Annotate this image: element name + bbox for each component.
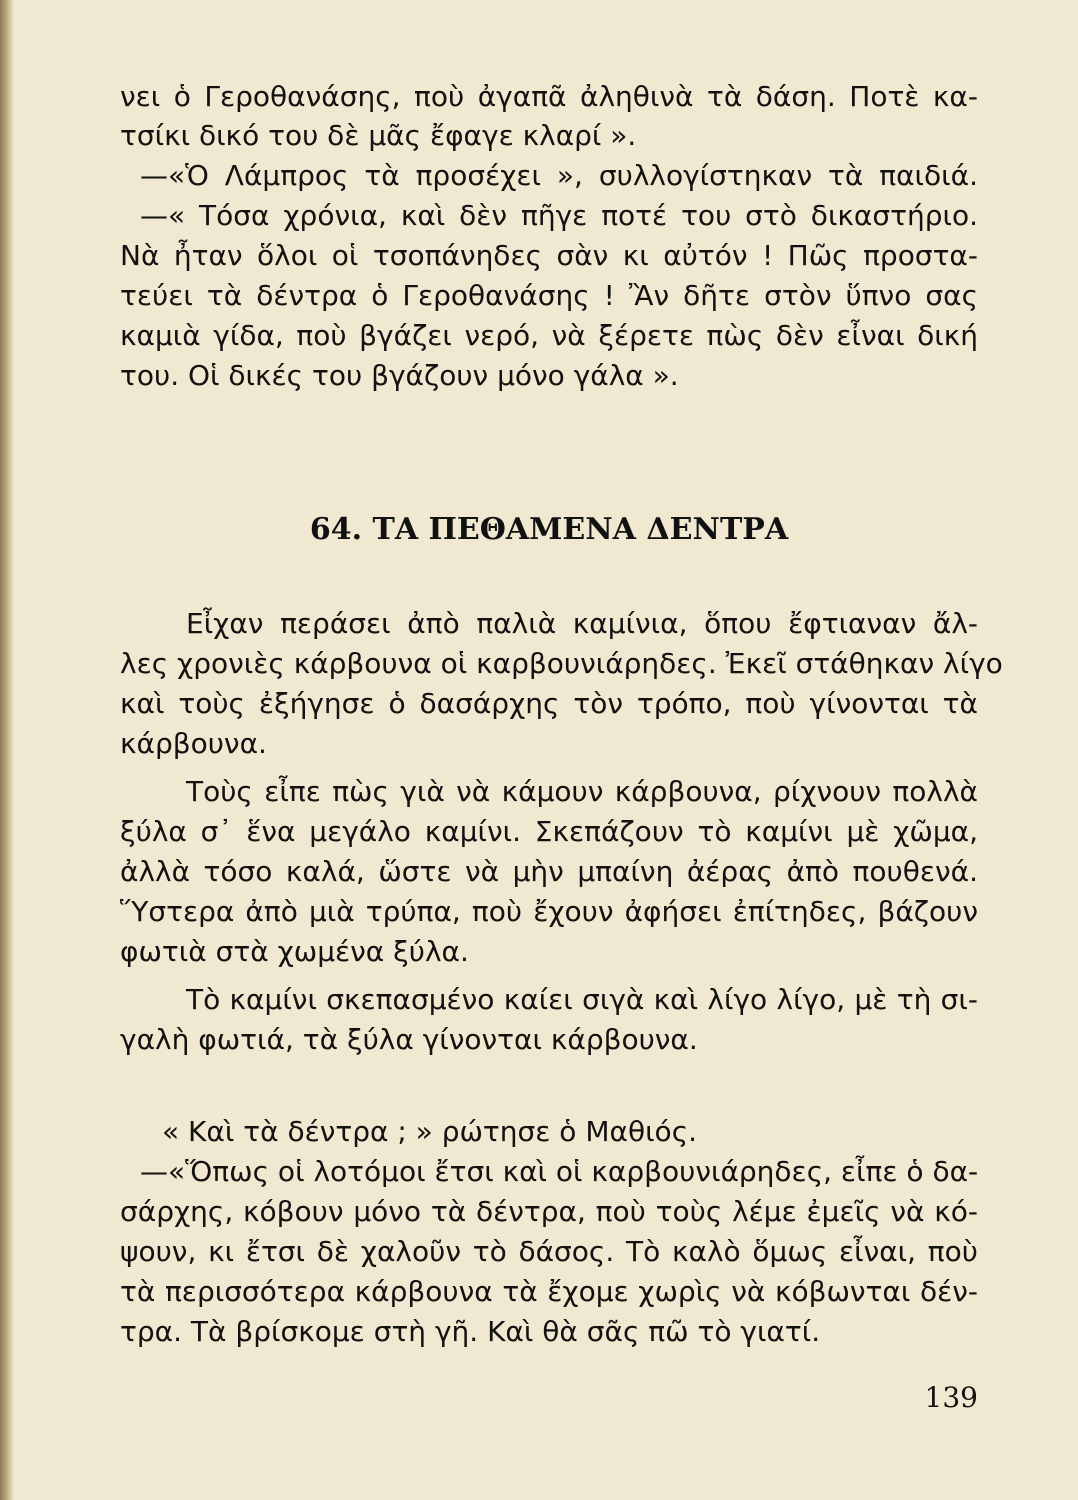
text-line: φωτιὰ στὰ χωμένα ξύλα. — [120, 935, 469, 968]
page-number: 139 — [924, 1381, 978, 1414]
text-line: νει ὁ Γεροθανάσης, ποὺ ἀγαπᾶ ἀληθινὰ τὰ δάση. Ποτὲ κα- — [120, 80, 978, 113]
text-line: Ὕστερα ἀπὸ μιὰ τρύπα, ποὺ ἔχουν ἀφήσει ἐπίτηδες, βάζουν — [120, 895, 978, 928]
text-line: Τοὺς εἶπε πὼς γιὰ νὰ κάμουν κάρβουνα, ρίχνουν πολλὰ — [186, 775, 978, 808]
text-line: Τὸ καμίνι σκεπασμένο καίει σιγὰ καὶ λίγο λίγο, μὲ τὴ σι- — [186, 983, 978, 1016]
text-line: « Καὶ τὰ δέντρα ; » ρώτησε ὁ Μαθιός. — [162, 1115, 698, 1148]
text-line: του. Οἱ δικές του βγάζουν μόνο γάλα ». — [120, 359, 679, 392]
section-title: 64. ΤΑ ΠΕΘΑΜΕΝΑ ΔΕΝΤΡΑ — [309, 512, 789, 547]
text-line: ἀλλὰ τόσο καλά, ὥστε νὰ μὴν μπαίνη ἀέρας ἀπὸ πουθενά. — [120, 855, 978, 888]
text-line: τὰ περισσότερα κάρβουνα τὰ ἔχομε χωρὶς νὰ κόβωνται δέν- — [120, 1275, 978, 1308]
text-line: λες χρονιὲς κάρβουνα οἱ καρβουνιάρηδες. Ἐκεῖ στάθηκαν λίγο — [120, 647, 1003, 680]
text-line: γαλὴ φωτιά, τὰ ξύλα γίνονται κάρβουνα. — [120, 1023, 698, 1056]
text-line: Νὰ ἦταν ὅλοι οἱ τσοπάνηδες σὰν κι αὐτόν ! Πῶς προστα- — [120, 239, 978, 272]
text-line: σάρχης, κόβουν μόνο τὰ δέντρα, ποὺ τοὺς λέμε ἐμεῖς νὰ κό- — [120, 1195, 978, 1228]
text-line: Εἶχαν περάσει ἀπὸ παλιὰ καμίνια, ὅπου ἔφτιαναν ἄλ- — [186, 607, 978, 640]
text-line: —«Ὁ Λάμπρος τὰ προσέχει », συλλογίστηκαν τὰ παιδιά. — [140, 159, 978, 192]
text-line: καμιὰ γίδα, ποὺ βγάζει νερό, νὰ ξέρετε πὼς δὲν εἶναι δική — [120, 319, 978, 352]
text-line: ψουν, κι ἔτσι δὲ χαλοῦν τὸ δάσος. Τὸ καλὸ ὅμως εἶναι, ποὺ — [120, 1235, 978, 1268]
text-line: —«Ὅπως οἱ λοτόμοι ἔτσι καὶ οἱ καρβουνιάρηδες, εἶπε ὁ δα- — [140, 1155, 979, 1188]
text-line: ξύλα σ᾽ ἕνα μεγάλο καμίνι. Σκεπάζουν τὸ καμίνι μὲ χῶμα, — [120, 815, 978, 848]
text-line: κάρβουνα. — [120, 727, 267, 760]
text-line: τρα. Τὰ βρίσκομε στὴ γῆ. Καὶ θὰ σᾶς πῶ τὸ γιατί. — [120, 1315, 821, 1348]
text-line: τεύει τὰ δέντρα ὁ Γεροθανάσης ! Ἂν δῆτε στὸν ὕπνο σας — [120, 279, 978, 312]
text-line: τσίκι δικό του δὲ μᾶς ἔφαγε κλαρί ». — [120, 119, 637, 152]
text-line: καὶ τοὺς ἐξήγησε ὁ δασάρχης τὸν τρόπο, ποὺ γίνονται τὰ — [120, 687, 978, 720]
text-line: —« Τόσα χρόνια, καὶ δὲν πῆγε ποτέ του στὸ δικαστήριο. — [140, 199, 978, 232]
book-binding-edge — [0, 0, 14, 1500]
